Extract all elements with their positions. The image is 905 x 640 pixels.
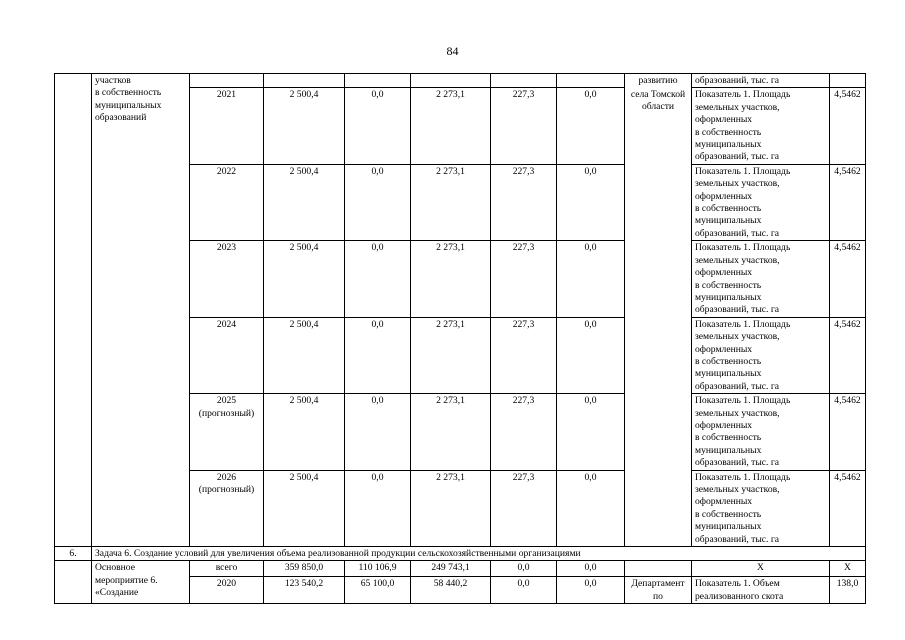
local-cell: 227,3 xyxy=(491,241,557,317)
total-cell: 2 500,4 xyxy=(264,394,345,470)
regional-cell: 2 273,1 xyxy=(411,164,491,240)
federal-cell: 0,0 xyxy=(345,470,411,546)
indicator-cell: Показатель 1. Площадь земельных участков, оформленных в собственность муниципальных образований, тыс. га xyxy=(692,164,830,240)
indicator-cell: Показатель 1. Площадь земельных участков, оформленных в собственность муниципальных образований, тыс. га xyxy=(692,470,830,546)
total-cell: 2 500,4 xyxy=(264,164,345,240)
total-cell: 123 540,2 xyxy=(264,577,345,604)
federal-cell: 0,0 xyxy=(345,164,411,240)
measure-name-cell: участков в собственность муниципальных образований xyxy=(92,74,190,547)
total-cell: 2 500,4 xyxy=(264,317,345,393)
regional-cell: 249 743,1 xyxy=(411,561,491,577)
table-cell xyxy=(411,74,491,88)
regional-cell: 58 440,2 xyxy=(411,577,491,604)
year-cell: 2024 xyxy=(190,317,264,393)
total-cell: 2 500,4 xyxy=(264,241,345,317)
indicator-cell: Показатель 1. Объем реализованного скота xyxy=(692,577,830,604)
local-cell: 227,3 xyxy=(491,88,557,164)
extra-budget-cell: 0,0 xyxy=(557,561,625,577)
indicator-value-cell: 138,0 xyxy=(830,577,866,604)
federal-cell: 65 100,0 xyxy=(345,577,411,604)
responsible-cell-top: развитию xyxy=(625,74,692,88)
indicator-value-cell: 4,5462 xyxy=(830,470,866,546)
table-row xyxy=(55,547,866,561)
local-cell: 0,0 xyxy=(491,561,557,577)
indicator-cell: Показатель 1. Площадь земельных участков, оформленных в собственность муниципальных образований, тыс. га xyxy=(692,241,830,317)
local-cell: 227,3 xyxy=(491,164,557,240)
indicator-value-cell: 4,5462 xyxy=(830,394,866,470)
indicator-cell: Показатель 1. Площадь земельных участков, оформленных в собственность муниципальных образований, тыс. га xyxy=(692,317,830,393)
regional-cell: 2 273,1 xyxy=(411,317,491,393)
extra-budget-cell: 0,0 xyxy=(557,164,625,240)
year-cell: всего xyxy=(190,561,264,577)
federal-cell: 0,0 xyxy=(345,394,411,470)
year-cell: 2025 (прогнозный) xyxy=(190,394,264,470)
total-cell: 2 500,4 xyxy=(264,88,345,164)
table-row xyxy=(55,74,866,88)
table-cell xyxy=(345,74,411,88)
responsible-cell: села Томской области xyxy=(625,88,692,547)
row-number-cell xyxy=(55,74,92,547)
federal-cell: 110 106,9 xyxy=(345,561,411,577)
indicator-cell: X xyxy=(692,561,830,577)
indicator-value-cell: 4,5462 xyxy=(830,164,866,240)
year-cell: 2026 (прогнозный) xyxy=(190,470,264,546)
program-table xyxy=(54,73,866,604)
measure-name-cell: Основное мероприятие 6. «Создание xyxy=(92,561,190,604)
responsible-cell: Департамент по xyxy=(625,577,692,604)
extra-budget-cell: 0,0 xyxy=(557,470,625,546)
table-cell xyxy=(830,74,866,88)
regional-cell: 2 273,1 xyxy=(411,394,491,470)
table-cell xyxy=(190,74,264,88)
regional-cell: 2 273,1 xyxy=(411,88,491,164)
task-title-cell: Задача 6. Создание условий для увеличения объема реализованной продукции сельскохозяйственными организациями xyxy=(92,547,866,561)
year-cell: 2023 xyxy=(190,241,264,317)
table-cell xyxy=(557,74,625,88)
total-cell: 2 500,4 xyxy=(264,470,345,546)
task-number-cell: 6. xyxy=(55,547,92,561)
table-cell xyxy=(491,74,557,88)
regional-cell: 2 273,1 xyxy=(411,241,491,317)
row-number-cell xyxy=(55,561,92,604)
page-number: 84 xyxy=(446,44,459,58)
indicator-value-cell: X xyxy=(830,561,866,577)
indicator-cell: Показатель 1. Площадь земельных участков, оформленных в собственность муниципальных образований, тыс. га xyxy=(692,394,830,470)
year-cell: 2021 xyxy=(190,88,264,164)
local-cell: 227,3 xyxy=(491,394,557,470)
local-cell: 227,3 xyxy=(491,317,557,393)
local-cell: 227,3 xyxy=(491,470,557,546)
extra-budget-cell: 0,0 xyxy=(557,88,625,164)
year-cell: 2022 xyxy=(190,164,264,240)
extra-budget-cell: 0,0 xyxy=(557,577,625,604)
extra-budget-cell: 0,0 xyxy=(557,317,625,393)
year-cell: 2020 xyxy=(190,577,264,604)
indicator-value-cell: 4,5462 xyxy=(830,241,866,317)
table-row xyxy=(55,561,866,577)
indicator-value-cell: 4,5462 xyxy=(830,317,866,393)
total-cell: 359 850,0 xyxy=(264,561,345,577)
table-cell xyxy=(264,74,345,88)
regional-cell: 2 273,1 xyxy=(411,470,491,546)
federal-cell: 0,0 xyxy=(345,241,411,317)
federal-cell: 0,0 xyxy=(345,88,411,164)
responsible-cell xyxy=(625,561,692,577)
local-cell: 0,0 xyxy=(491,577,557,604)
extra-budget-cell: 0,0 xyxy=(557,394,625,470)
indicator-value-cell: 4,5462 xyxy=(830,88,866,164)
extra-budget-cell: 0,0 xyxy=(557,241,625,317)
indicator-cell: Показатель 1. Площадь земельных участков, оформленных в собственность муниципальных образований, тыс. га xyxy=(692,88,830,164)
federal-cell: 0,0 xyxy=(345,317,411,393)
indicator-cell: образований, тыс. га xyxy=(692,74,830,88)
